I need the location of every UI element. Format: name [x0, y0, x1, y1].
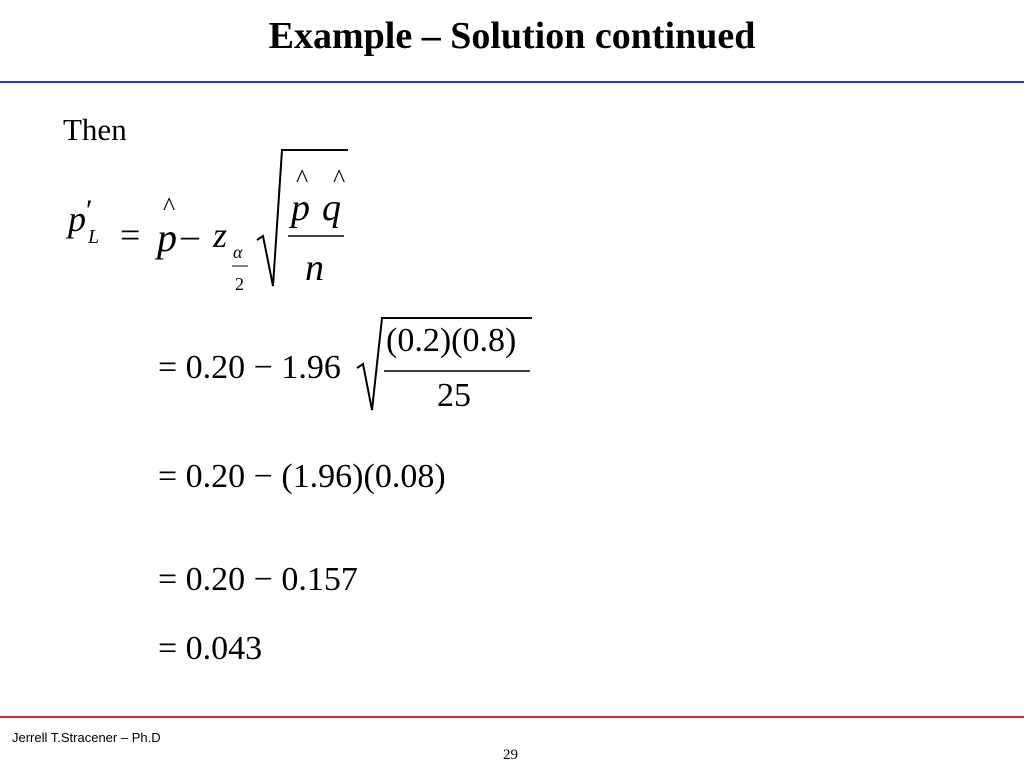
page-number: 29 [503, 747, 518, 763]
formula-equals: = [120, 215, 141, 255]
step-result: = 0.043 [158, 630, 263, 667]
step1-numerator: (0.2)(0.8) [386, 322, 517, 359]
formula-z: z [213, 215, 228, 255]
formula-numerator-q: q [322, 187, 341, 229]
slide-title: Example – Solution continued [268, 15, 756, 57]
step-product: = 0.20 − (1.96)(0.08) [158, 458, 446, 495]
footer-author: Jerrell T.Stracener – Ph.D [12, 730, 161, 745]
formula-subscript-L: L [88, 226, 100, 248]
formula-minus: – [181, 215, 199, 255]
q-hat-accent: ^ [333, 164, 346, 193]
formula-denominator-n: n [305, 247, 324, 289]
formula-numerator-p: p [291, 187, 310, 229]
formula-p-hat: p [157, 215, 177, 260]
formula-alpha: α [233, 242, 243, 262]
step-difference: = 0.20 − 0.157 [158, 561, 358, 598]
formula-prime: ′ [86, 194, 93, 227]
step1-denominator: 25 [437, 377, 471, 414]
p-hat-accent-numerator: ^ [296, 164, 309, 193]
footer-divider [0, 716, 1024, 718]
p-hat-accent: ^ [163, 192, 176, 221]
step1-lhs: = 0.20 − 1.96 [158, 349, 341, 386]
formula-two: 2 [235, 274, 244, 294]
formula-p: p [68, 199, 86, 239]
intro-text: Then [63, 112, 127, 147]
